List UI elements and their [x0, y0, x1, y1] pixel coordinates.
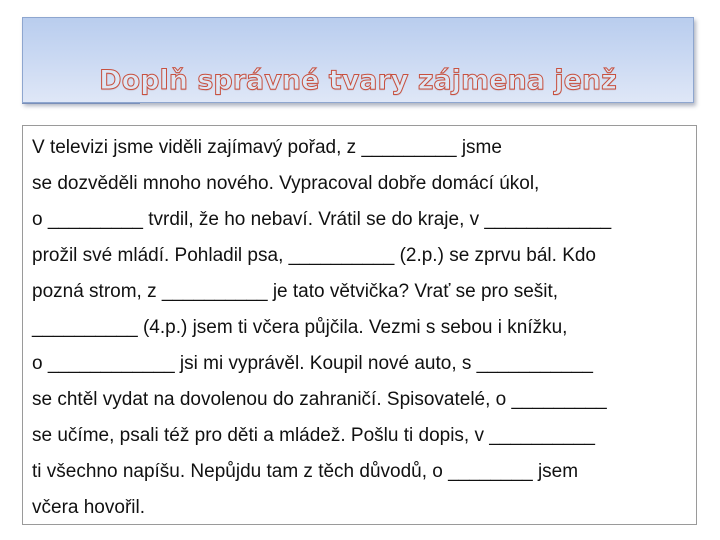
- exercise-line-7: o ____________ jsi mi vyprávěl. Koupil nové auto, s ___________: [32, 353, 593, 374]
- exercise-line-4: prožil své mládí. Pohladil psa, __________ (2.p.) se zprvu bál. Kdo: [32, 245, 596, 266]
- exercise-line-11: včera hovořil.: [32, 497, 145, 518]
- exercise-line-10: ti všechno napíšu. Nepůjdu tam z těch důvodů, o ________ jsem: [32, 461, 579, 482]
- exercise-line-2: se dozvěděli mnoho nového. Vypracoval dobře domácí úkol,: [32, 173, 540, 194]
- exercise-line-6: __________ (4.p.) jsem ti včera půjčila. Vezmi s sebou i knížku,: [32, 317, 568, 338]
- exercise-line-1: V televizi jsme viděli zajímavý pořad, z _________ jsme: [32, 137, 502, 158]
- exercise-text-box: [22, 125, 697, 525]
- slide-title: Doplň správné tvary zájmena jenž: [99, 65, 617, 96]
- exercise-line-3: o _________ tvrdil, že ho nebaví. Vrátil se do kraje, v ____________: [32, 209, 612, 230]
- exercise-line-8: se chtěl vydat na dovolenou do zahraničí. Spisovatelé, o _________: [32, 389, 607, 410]
- exercise-line-5: pozná strom, z __________ je tato větvička? Vrať se pro sešit,: [32, 281, 559, 302]
- title-box: [22, 17, 694, 103]
- exercise-line-9: se učíme, psali též pro děti a mládež. Pošlu ti dopis, v __________: [32, 425, 595, 446]
- title-underline: [22, 103, 140, 104]
